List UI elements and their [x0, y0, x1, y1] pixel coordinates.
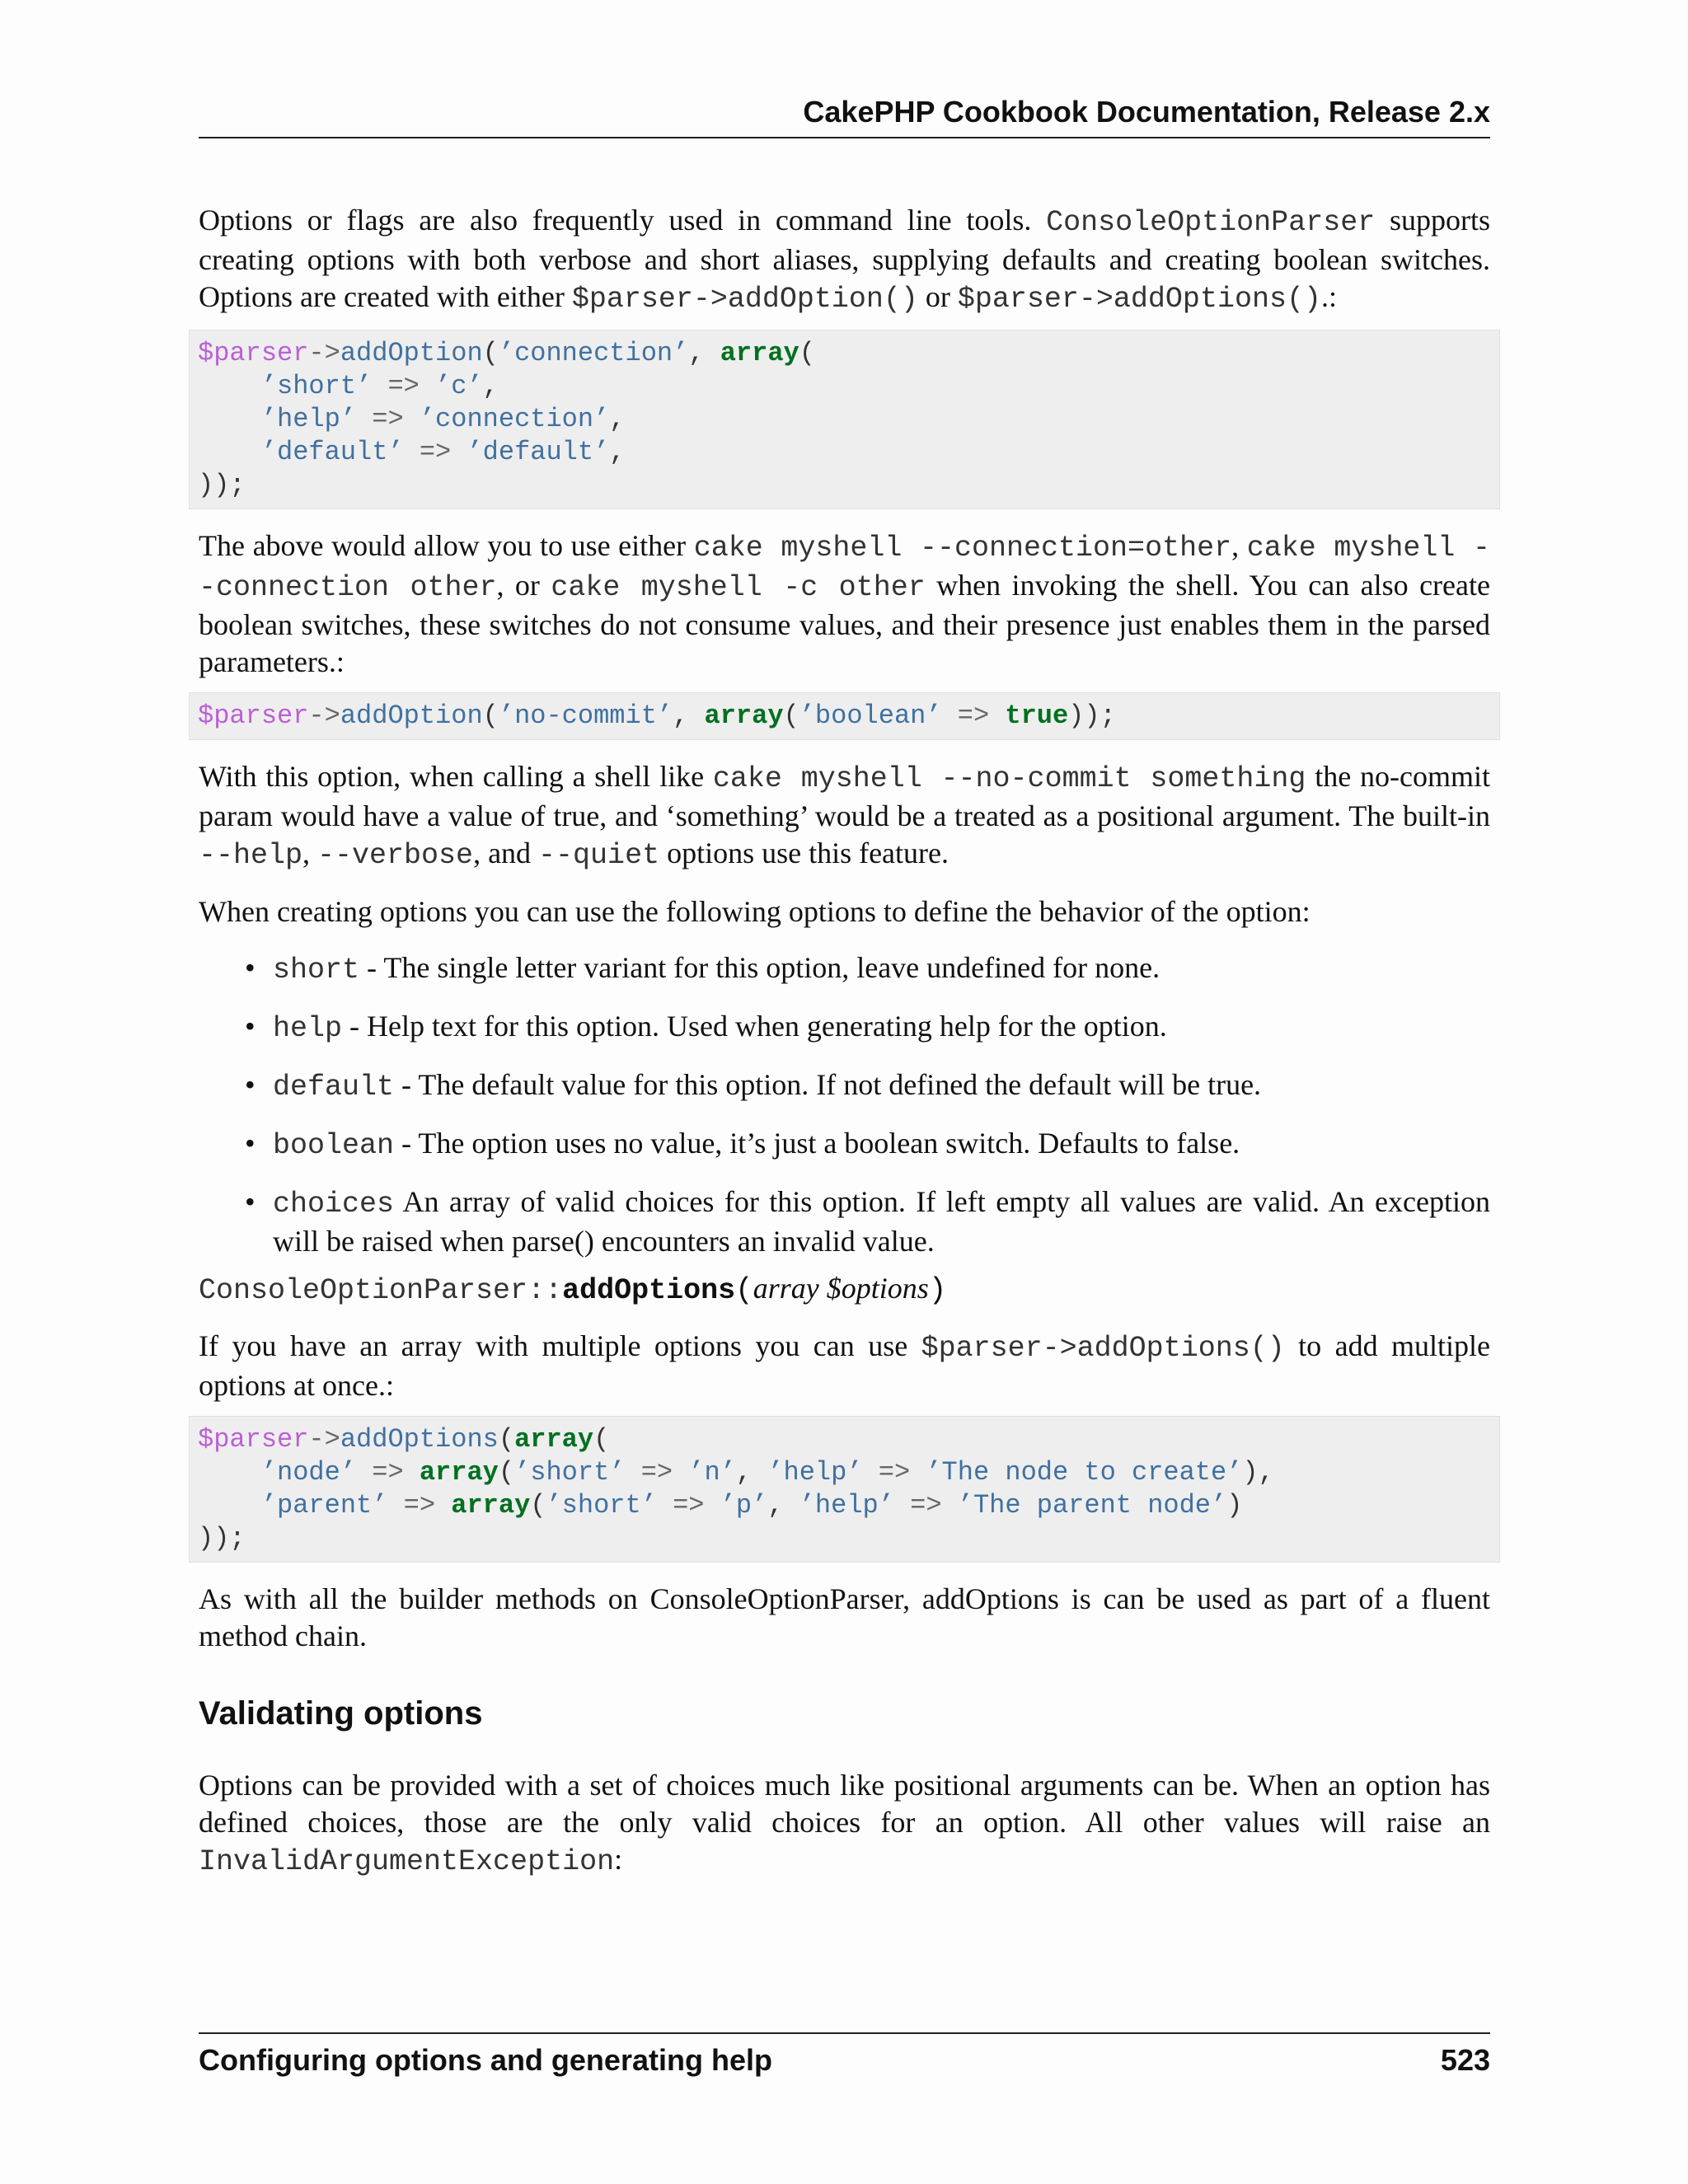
page-content [199, 202, 1490, 1881]
code-block-add-options: $parser->addOptions(array( ’node’ => array(’short’ => ’n’, ’help’ => ’The node to create’), ’parent’ => array(’short’ => ’p’, ’help’ => ’The parent node’) )); [189, 1416, 1500, 1563]
bullet-icon: • [245, 951, 256, 984]
page-number: 523 [1440, 2043, 1490, 2077]
list-item-help: • help - Help text for this option. Used when generating help for the option. [245, 1010, 1167, 1045]
paragraph-option-behaviors: When creating options you can use the following options to define the behavior of the option: [199, 895, 1311, 928]
method-signature: ConsoleOptionParser::addOptions(array $options) [199, 1272, 947, 1307]
list-item-short: • short - The single letter variant for this option, leave undefined for none. [245, 951, 1160, 987]
document-title: CakePHP Cookbook Documentation, Release 2.x [803, 95, 1490, 129]
bullet-icon: • [245, 1185, 256, 1218]
section-heading: Validating options [199, 1695, 483, 1732]
bullet-icon: • [245, 1010, 256, 1043]
paragraph-add-options: If you have an array with multiple options you can use $parser->addOptions() to add multiple options at once.: [199, 1329, 1491, 1402]
page-header [199, 92, 1490, 138]
paragraph-fluent-chain: As with all the builder methods on ConsoleOptionParser, addOptions is can be used as part of a fluent method chain. [199, 1582, 1490, 1652]
paragraph-validating-options: Options can be provided with a set of choices much like positional arguments can be. When an option has defined choices, those are the only valid choices for an option. All other values will raise an InvalidArgumentException: [199, 1769, 1490, 1878]
footer-section-title: Configuring options and generating help [199, 2043, 772, 2077]
list-item-choices: • choices An array of valid choices for this option. If left empty all values are valid. An exception will be raised when parse() encounters an invalid value. [245, 1185, 1490, 1258]
bullet-icon: • [245, 1127, 256, 1160]
intro-paragraph: Options or flags are also frequently used in command line tools. ConsoleOptionParser supports creating options with both verbose and short aliases, supplying defaults and creating boolean switches. Options are created with either $parser->addOption() or $parser->addOptions().: [199, 204, 1490, 316]
paragraph-connection-usage: The above would allow you to use either cake myshell --connection=other, cake myshell --connection other, or cake myshell -c other when invoking the shell. You can also create boolean switches, these switches do not consume values, and their presence just enables them in the parsed parameters.: [199, 529, 1490, 678]
code-block-add-option: $parser->addOption(’connection’, array( ’short’ => ’c’, ’help’ => ’connection’, ’default’ => ’default’, )); [189, 330, 1500, 509]
bullet-icon: • [245, 1068, 256, 1101]
code-block-boolean-option: $parser->addOption(’no-commit’, array(’boolean’ => true)); [189, 692, 1500, 740]
list-item-boolean: • boolean - The option uses no value, it’s just a boolean switch. Defaults to false. [245, 1127, 1240, 1162]
option-settings-list [199, 949, 1490, 1260]
paragraph-no-commit: With this option, when calling a shell like cake myshell --no-commit something the no-commit param would have a value of true, and ‘something’ would be a treated as a positional argument. The built-in --help, --verbose, and --quiet options use this feature. [199, 760, 1490, 872]
page-footer [199, 2032, 1490, 2079]
list-item-default: • default - The default value for this option. If not defined the default will be true. [245, 1068, 1262, 1104]
